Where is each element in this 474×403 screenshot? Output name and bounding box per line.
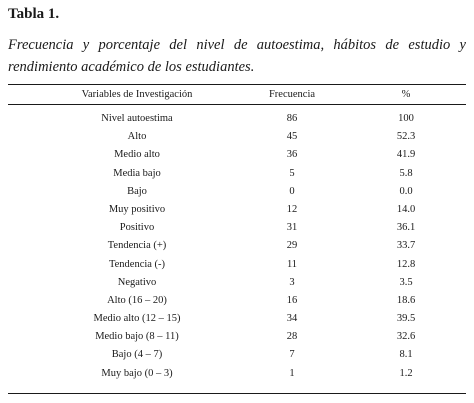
cell-frecuencia: 16 — [286, 294, 298, 306]
cell-variable: Medio alto (12 – 15) — [93, 313, 181, 325]
cell-variable: Positivo — [119, 222, 155, 234]
table-row — [8, 346, 466, 364]
header-frecuencia: Frecuencia — [268, 89, 316, 100]
table-row — [8, 146, 466, 164]
table-row — [8, 219, 466, 237]
cell-percent: 0.0 — [399, 185, 413, 197]
cell-percent: 100 — [398, 113, 414, 124]
table-row — [8, 183, 466, 201]
table-row — [8, 292, 466, 310]
cell-variable: Media bajo — [113, 167, 161, 179]
header-percent: % — [401, 89, 411, 100]
cell-percent: 36.1 — [396, 222, 416, 234]
table-bottom-rule — [8, 393, 466, 394]
table-label: Tabla 1. — [8, 6, 60, 22]
cell-variable: Negativo — [117, 276, 157, 288]
cell-frecuencia: 0 — [289, 185, 295, 197]
cell-frecuencia: 29 — [286, 240, 298, 252]
table-caption: Frecuencia y porcentaje del nivel de autoestima, hábitos de estudio y rendimiento académico de los estudiantes. — [8, 37, 466, 75]
table-top-rule — [8, 84, 466, 85]
cell-frecuencia: 1 — [289, 367, 295, 379]
table-row — [8, 201, 466, 219]
cell-percent: 39.5 — [396, 313, 416, 325]
table-row — [8, 310, 466, 328]
cell-frecuencia: 31 — [286, 222, 298, 234]
cell-frecuencia: 28 — [286, 331, 298, 343]
cell-percent: 1.2 — [399, 367, 413, 379]
cell-frecuencia: 86 — [286, 113, 298, 124]
cell-percent: 14.0 — [396, 203, 416, 215]
cell-percent: 52.3 — [396, 131, 416, 143]
cell-variable: Medio alto — [114, 149, 160, 161]
cell-percent: 8.1 — [399, 349, 413, 361]
cell-percent: 18.6 — [396, 294, 416, 306]
cell-percent: 3.5 — [399, 276, 413, 288]
table-row — [8, 256, 466, 274]
cell-percent: 33.7 — [396, 240, 416, 252]
cell-variable: Muy positivo — [108, 203, 166, 215]
table-header-rule — [8, 104, 466, 105]
cell-variable: Alto (16 – 20) — [107, 294, 167, 306]
cell-variable: Alto — [127, 131, 147, 143]
header-variables: Variables de Investigación — [81, 89, 193, 100]
table-body — [0, 110, 474, 383]
cell-variable: Muy bajo (0 – 3) — [101, 367, 173, 379]
cell-frecuencia: 45 — [286, 131, 298, 143]
table-row — [8, 237, 466, 255]
cell-frecuencia: 36 — [286, 149, 298, 161]
cell-variable: Tendencia (-) — [108, 258, 166, 270]
cell-percent: 41.9 — [396, 149, 416, 161]
cell-percent: 5.8 — [399, 167, 413, 179]
cell-variable: Tendencia (+) — [107, 240, 167, 252]
cell-variable: Nivel autoestima — [101, 113, 173, 124]
cell-variable: Medio bajo (8 – 11) — [95, 331, 179, 343]
cell-variable: Bajo (4 – 7) — [111, 349, 163, 361]
table-row — [8, 165, 466, 183]
cell-frecuencia: 11 — [286, 258, 298, 270]
cell-frecuencia: 3 — [289, 276, 295, 288]
cell-frecuencia: 5 — [289, 167, 295, 179]
cell-percent: 32.6 — [396, 331, 416, 343]
table-row — [8, 110, 466, 128]
table-row — [8, 328, 466, 346]
table-row — [8, 128, 466, 146]
cell-variable: Bajo — [127, 185, 147, 197]
table-row — [8, 365, 466, 383]
cell-frecuencia: 34 — [286, 313, 298, 325]
table-header-row — [8, 87, 466, 102]
cell-percent: 12.8 — [396, 258, 416, 270]
cell-frecuencia: 12 — [286, 203, 298, 215]
table-row — [8, 274, 466, 292]
cell-frecuencia: 7 — [289, 349, 295, 361]
